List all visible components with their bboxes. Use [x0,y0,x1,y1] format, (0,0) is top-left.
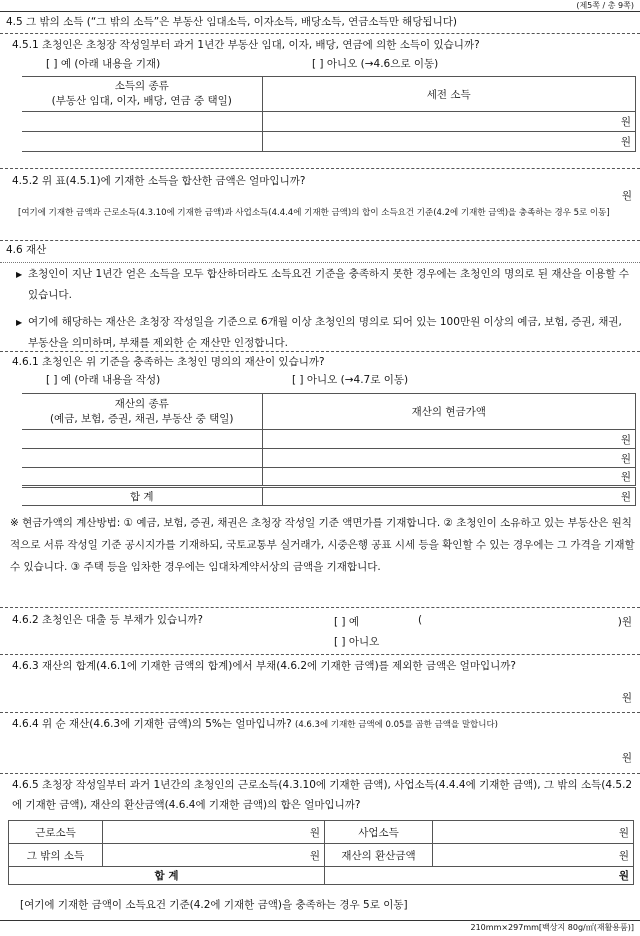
question-4-6-3: 4.6.3 재산의 합계(4.6.1에 기재한 금액의 합계)에서 부채(4.6.2에 기재한 금액)를 제외한 금액은 얼마입니까? [12,660,516,672]
debt-amount-won[interactable]: )원 [617,616,632,628]
question-4-6-2: 4.6.2 초청인은 대출 등 부채가 있습니까? [12,614,203,626]
cash-value-calculation-note: ※ 현금가액의 계산방법: ① 예금, 보험, 증권, 채권은 초청장 작성일 기준 액면가를 기재합니다. ② 초청인이 소유하고 있는 부동산은 원칙적으로 서류 작성일 기준 공시지가를 기재하되, 국토교통부 실거래가, 시중은행 공표 시세 등을 확인할 수 있는 경우에는 그 가격을 기재할 수 있습니다. ③ 주택 등을 임차한 경우에는 임대차계약서상의 금액을 기재합니다. [10,517,635,573]
question-4-5-2: 4.5.2 위 표(4.5.1)에 기재한 소득을 합산한 금액은 얼마입니까? [12,175,306,187]
income-type-cell[interactable] [22,112,262,132]
asset-type-cell[interactable] [22,449,262,468]
sum-value-business-income[interactable]: 원 [433,821,634,844]
triangle-bullet-icon: ▶ [16,270,23,279]
divider [0,351,640,352]
sum-label-other-income: 그 밖의 소득 [9,844,103,867]
sum-amount-won[interactable]: 원 [621,190,632,202]
no-checkbox-4-6-1[interactable]: [ ] 아니오 (→4.7로 이동) [292,374,409,386]
divider [0,11,640,12]
question-4-6-1: 4.6.1 초청인은 위 기준을 충족하는 초청인 명의의 재산이 있습니까? [12,356,325,368]
divider [0,240,640,241]
section-4-5-title: 4.5 그 밖의 소득 (“그 밖의 소득”은 부동산 임대소득, 이자소득, 배당소득, 연금소득만 해당됩니다) [6,16,457,28]
no-checkbox-4-6-2[interactable]: [ ] 아니오 [334,636,380,648]
income-type-cell[interactable] [22,132,262,152]
yes-checkbox-4-5-1[interactable]: [ ] 예 (아래 내용을 기재) [46,58,161,70]
table-header-cash-value: 재산의 현금가액 [262,394,636,430]
paper-spec-footer: 210mm×297mm[백상지 80g/㎡(재활용품)] [470,923,634,932]
pretax-income-cell[interactable]: 원 [262,112,636,132]
pretax-income-cell[interactable]: 원 [262,132,636,152]
sum-value-other-income[interactable]: 원 [103,844,325,867]
sum-value-earned-income[interactable]: 원 [103,821,325,844]
sum-label-business-income: 사업소득 [325,821,433,844]
table-header-pretax-income: 세전 소득 [262,77,636,112]
asset-total-label: 합 계 [22,487,262,506]
debt-paren-open: ( [418,614,423,626]
question-4-6-4: 4.6.4 위 순 재산(4.6.3에 기재한 금액)의 5%는 얼마입니까? (4.6.3에 기재한 금액에 0.05를 곱한 금액을 말합니다) [12,718,498,730]
asset-conversion-won[interactable]: 원 [621,752,632,764]
cash-value-cell[interactable]: 원 [262,468,636,487]
income-sum-table [8,820,634,885]
table-header-income-type: 소득의 종류 (부동산 임대, 이자, 배당, 연금 중 택일) [22,77,262,112]
sum-label-asset-conversion: 재산의 환산금액 [325,844,433,867]
other-income-table [22,76,636,152]
yes-checkbox-4-6-2[interactable]: [ ] 예 [334,616,360,628]
divider [0,712,640,713]
yes-checkbox-4-6-1[interactable]: [ ] 예 (아래 내용을 작성) [46,374,161,386]
divider [0,920,640,921]
section-4-6-title: 4.6 재산 [6,244,47,256]
question-4-6-5: 4.6.5 초청장 작성일부터 과거 1년간의 초청인의 근로소득(4.3.10에 기재한 금액), 사업소득(4.4.4에 기재한 금액), 그 밖의 소득(4.5.2에 기재한 금액), 재산의 환산금액(4.6.4에 기재한 금액)의 합은 얼마입니까? [12,779,633,811]
triangle-bullet-icon: ▶ [16,318,23,327]
cash-value-cell[interactable]: 원 [262,430,636,449]
page-number: (제5쪽 / 총 9쪽) [576,1,634,10]
bullet-2: ▶ 여기에 해당하는 재산은 초청장 작성일을 기준으로 6개월 이상 초청인의 명의로 되어 있는 100만원 이상의 예금, 보험, 증권, 채권, 부동산을 의미하며, 부채를 제외한 순 재산만 인정합니다. [16,312,634,354]
asset-type-cell[interactable] [22,430,262,449]
asset-type-cell[interactable] [22,468,262,487]
sum-total-value[interactable]: 원 [325,867,634,885]
sum-label-earned-income: 근로소득 [9,821,103,844]
divider [0,33,640,34]
cash-value-cell[interactable]: 원 [262,449,636,468]
sum-total-label: 합 계 [9,867,325,885]
no-checkbox-4-5-1[interactable]: [ ] 아니오 (→4.6으로 이동) [312,58,439,70]
table-header-asset-type: 재산의 종류 (예금, 보험, 증권, 채권, 부동산 중 택일) [22,394,262,430]
sum-value-asset-conversion[interactable]: 원 [433,844,634,867]
divider [0,654,640,655]
divider [0,168,640,169]
bullet-1: ▶ 초청인이 지난 1년간 얻은 소득을 모두 합산하더라도 소득요건 기준을 충족하지 못한 경우에는 초청인의 명의로 된 재산을 이용할 수 있습니다. [16,264,634,306]
divider [0,262,640,263]
asset-table [22,393,636,506]
divider [0,773,640,774]
final-note: [여기에 기재한 금액이 소득요건 기준(4.2에 기재한 금액)을 충족하는 경우 5로 이동] [20,899,408,911]
net-asset-won[interactable]: 원 [621,692,632,704]
divider [0,607,640,608]
note-4-5-2: [여기에 기재한 금액과 근로소득(4.3.10에 기재한 금액)과 사업소득(4.4.4에 기재한 금액)의 합이 소득요건 기준(4.2에 기재한 금액)을 충족하는 경우 5로 이동] [18,208,610,218]
question-4-5-1: 4.5.1 초청인은 초청장 작성일부터 과거 1년간 부동산 임대, 이자, 배당, 연금에 의한 소득이 있습니까? [12,39,480,51]
asset-total-value[interactable]: 원 [262,487,636,506]
